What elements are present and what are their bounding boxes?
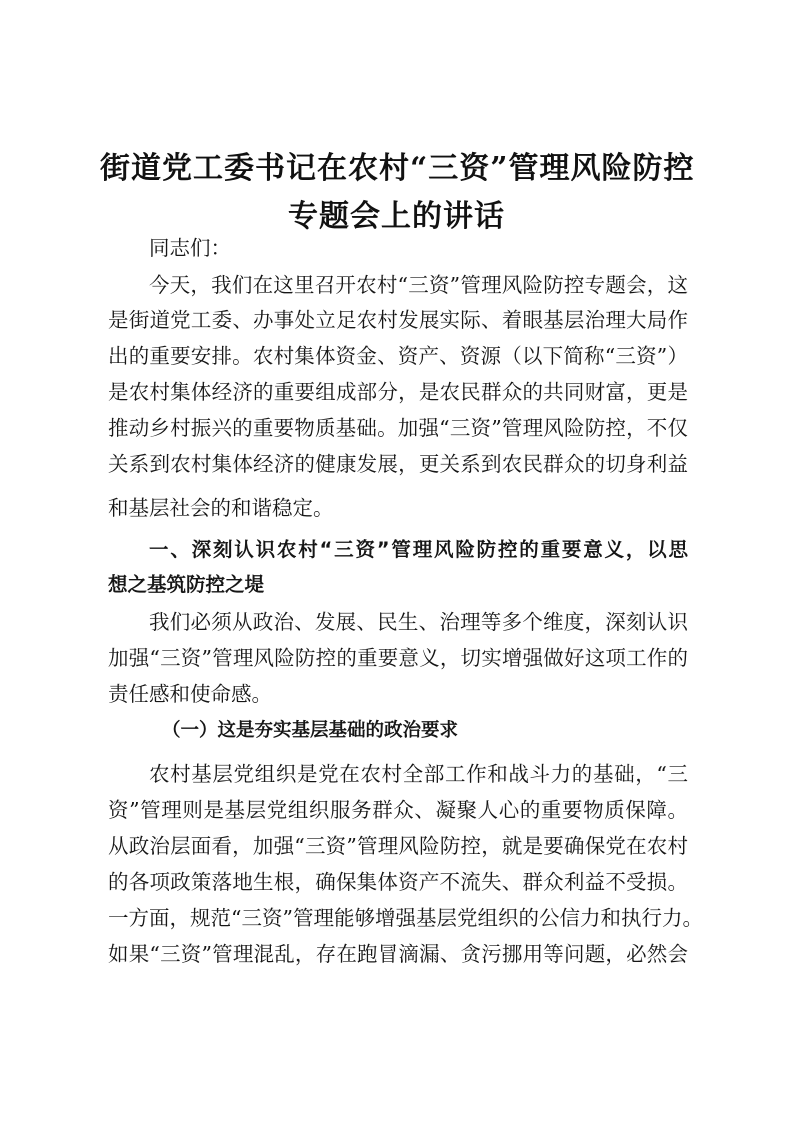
subsection-paragraph-line: 一方面，规范“三资”管理能够增强基层党组织的公信力和执行力。 xyxy=(108,906,703,930)
section-paragraph-line: 责任感和使命感。 xyxy=(108,682,272,706)
subsection-paragraph-line: 从政治层面看，加强“三资”管理风险防控，就是要确保党在农村 xyxy=(108,834,688,858)
section-paragraph-line: 加强“三资”管理风险防控的重要意义，切实增强做好这项工作的 xyxy=(108,646,688,670)
intro-line: 今天，我们在这里召开农村“三资”管理风险防控专题会，这 xyxy=(149,273,688,297)
intro-line: 推动乡村振兴的重要物质基础。加强“三资”管理风险防控，不仅 xyxy=(108,416,688,440)
section-heading-line: 想之基筑防控之堤 xyxy=(108,573,265,596)
section-heading-line: 一、深刻认识农村“三资”管理风险防控的重要意义，以思 xyxy=(149,538,688,561)
section-paragraph-line: 我们必须从政治、发展、民生、治理等多个维度，深刻认识 xyxy=(149,610,688,634)
subsection-paragraph-line: 如果“三资”管理混乱，存在跑冒滴漏、贪污挪用等问题，必然会 xyxy=(108,942,688,966)
subsection-paragraph-line: 农村基层党组织是党在农村全部工作和战斗力的基础，“三 xyxy=(149,762,688,786)
subsection-heading: （一）这是夯实基层基础的政治要求 xyxy=(162,720,459,741)
subsection-paragraph-line: 资”管理则是基层党组织服务群众、凝聚人心的重要物质保障。 xyxy=(108,798,688,822)
intro-line: 出的重要安排。农村集体资金、资产、资源（以下简称“三资”） xyxy=(108,344,688,368)
intro-line: 是农村集体经济的重要组成部分，是农民群众的共同财富，更是 xyxy=(108,380,688,404)
intro-line: 是街道党工委、办事处立足农村发展实际、着眼基层治理大局作 xyxy=(108,308,688,332)
intro-line: 和基层社会的和谐稳定。 xyxy=(108,496,334,520)
greeting: 同志们： xyxy=(149,236,231,260)
document-title-line-2: 专题会上的讲话 xyxy=(288,199,505,234)
subsection-paragraph-line: 的各项政策落地生根，确保集体资产不流失、群众利益不受损。 xyxy=(108,870,688,894)
document-title-line-1: 街道党工委书记在农村“三资”管理风险防控 xyxy=(100,151,695,186)
intro-line: 关系到农村集体经济的健康发展，更关系到农民群众的切身利益 xyxy=(108,452,688,476)
